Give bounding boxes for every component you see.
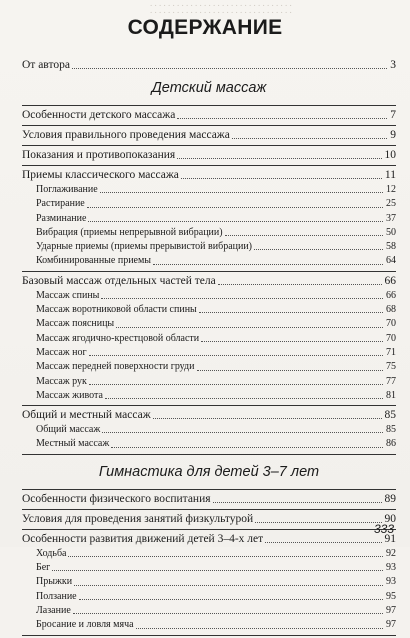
dot-leader [73,613,383,614]
dot-leader [218,284,382,285]
toc-entry-title: Массаж ног [36,346,87,358]
toc-entry-page: 77 [386,375,396,387]
toc-entry-title: Массаж воротниковой области спины [36,304,197,316]
dot-leader [197,370,384,371]
group-divider [22,489,396,490]
toc-entry-title: Лазание [36,604,71,616]
page-title: СОДЕРЖАНИЕ [127,16,283,39]
toc-group-entry [22,274,396,289]
toc-group-entry [22,408,396,423]
dot-leader [101,298,383,299]
toc-entry-page: 25 [386,198,396,210]
toc-entry-page: 9 [390,129,396,141]
toc-entry-title: Условия для проведения занятий физкультурой [22,512,254,525]
dot-leader [116,327,383,328]
toc-subentry [22,212,396,226]
toc-entry-page: 97 [386,604,396,616]
toc-entry-page: 85 [386,424,396,436]
group-divider [22,509,396,510]
dot-leader [102,432,383,433]
dot-leader [79,599,383,600]
toc-entry-page: 85 [384,409,396,422]
dot-leader [201,341,383,342]
toc-group-entry [22,512,396,527]
dot-leader [87,207,383,208]
dot-leader [153,264,383,265]
dot-leader [52,570,383,571]
dot-leader [105,398,383,399]
dot-leader [68,556,383,557]
toc-entry-page: 71 [386,346,396,358]
toc-subentry [22,226,396,240]
toc-entry-title: Разминание [36,212,87,224]
dot-leader [255,522,381,523]
toc-entry-title: Растирание [36,198,85,210]
toc-entry-page: 86 [386,438,396,450]
toc-entry-page: 91 [384,532,396,545]
toc-entry-page: 12 [386,184,396,195]
toc-entry-page: 89 [384,492,396,505]
page-number: 333 [373,522,394,536]
dot-leader [177,118,387,119]
toc-subentry [22,423,396,437]
toc-entry-title: Особенности физического воспитания [22,492,211,505]
dot-leader [153,418,382,419]
toc-entry-title: Базовый массаж отдельных частей тела [22,274,216,287]
toc-entry-title: Массаж поясницы [36,318,115,330]
toc-entry-page: 3 [390,59,396,71]
dot-leader [199,312,383,313]
toc-subentry [22,618,396,632]
toc-group-entry [22,148,396,163]
dot-leader [254,249,383,250]
toc-subentry [22,332,396,346]
toc-group-entry [22,532,396,547]
toc-group-entry [22,492,396,507]
dot-leader [225,235,383,236]
toc-group-entry [22,128,396,143]
toc-subentry [22,240,396,254]
dot-leader [213,502,382,503]
group-divider [22,165,396,166]
toc-subentry [22,375,396,389]
toc-subentry [22,346,396,360]
toc-entry-title: Массаж передней поверхности груди [36,361,195,373]
toc-entry-intro [22,58,396,73]
show-through-text: . . . . . . . . . . . . . . . . . . . . . . . . . . . . . . . . . . . . . . . . . . . . . . . . . . . . . . . . . . . . . . . . [150,0,292,15]
toc-entry-page: 93 [386,576,396,588]
toc-subentry [22,303,396,317]
group-divider [22,454,396,455]
toc-entry-page: 11 [384,169,396,181]
toc-entry-title: Комбинированные приемы [36,255,152,267]
toc-entry-title: Массаж живота [36,389,103,401]
toc-entry-title: Вибрация (приемы непрерывной вибрации) [36,226,223,238]
toc-group-entry [22,168,396,183]
toc-entry-title: Массаж рук [36,375,87,387]
toc-entry-page: 70 [386,318,396,330]
toc-entry-title: Показания и противопоказания [22,149,176,161]
dot-leader [89,384,383,385]
toc-entry-title: От автора [22,59,70,71]
toc-subentry [22,360,396,374]
toc-entry-title: Общий и местный массаж [22,409,151,422]
toc-entry-page: 68 [386,304,396,316]
toc-entry-page: 70 [386,332,396,344]
toc-entry-title: Общий массаж [36,424,101,436]
toc-entry-page: 95 [386,590,396,602]
toc-entry-page: 7 [390,109,396,121]
toc-subentry [22,254,396,268]
toc-entry-page: 64 [386,255,396,267]
toc-entry-page: 37 [386,212,396,224]
toc-subentry [22,289,396,303]
dot-leader [181,178,382,179]
toc-subentry [22,590,396,604]
toc-entry-page: 66 [386,289,396,301]
toc-entry-page: 75 [386,361,396,373]
toc-entry-page: 58 [386,241,396,253]
toc-subentry [22,547,396,561]
toc-entry-title: Массаж ягодично-крестцовой области [36,332,200,344]
toc-entry-title: Поглаживание [36,184,98,195]
toc-subentry [22,317,396,331]
toc-entry-page: 81 [386,389,396,401]
group-divider [22,635,396,636]
toc-entry-title: Особенности развития движений детей 3–4-х лет [22,532,264,545]
group-divider [22,405,396,406]
toc-entry-page: 92 [386,547,396,559]
toc-subentry [22,561,396,575]
toc-subentry [22,604,396,618]
toc-entry-page: 66 [384,274,396,287]
dot-leader [232,138,387,139]
toc-subentry [22,389,396,403]
toc-entry-title: Ходьба [36,547,67,559]
toc-group-entry [22,108,396,123]
dot-leader [72,68,387,69]
toc-entry-title: Условия правильного проведения массажа [22,129,230,141]
toc-entry-title: Ползание [36,590,77,602]
toc-entry-title: Бег [36,562,51,574]
toc-subentry [22,575,396,589]
dot-leader [111,447,383,448]
dot-leader [88,221,383,222]
toc-subentry [22,183,396,197]
dot-leader [100,192,383,193]
toc-entry-title: Прыжки [36,576,73,588]
dot-leader [74,585,383,586]
section-heading: Детский массаж [151,80,267,96]
toc-entry-page: 10 [384,149,396,161]
toc-entry-page: 90 [384,512,396,525]
dot-leader [265,542,381,543]
dot-leader [89,355,383,356]
group-divider [22,145,396,146]
group-divider [22,105,396,106]
dot-leader [177,158,381,159]
toc-entry-title: Бросание и ловля мяча [36,619,134,631]
toc-entry-title: Ударные приемы (приемы прерывистой вибрации) [36,241,253,253]
section-heading: Гимнастика для детей 3–7 лет [98,463,320,480]
table-of-contents [22,58,396,638]
toc-entry-page: 97 [386,619,396,631]
toc-entry-page: 93 [386,562,396,574]
group-divider [22,125,396,126]
toc-subentry [22,197,396,211]
group-divider [22,271,396,272]
dot-leader [136,628,383,629]
toc-entry-title: Особенности детского массажа [22,109,176,121]
toc-entry-title: Массаж спины [36,289,100,301]
toc-subentry [22,437,396,451]
toc-entry-title: Приемы классического массажа [22,169,179,181]
group-divider [22,529,396,530]
toc-entry-page: 50 [386,226,396,238]
toc-entry-title: Местный массаж [36,438,110,450]
toc-sections [22,73,396,636]
